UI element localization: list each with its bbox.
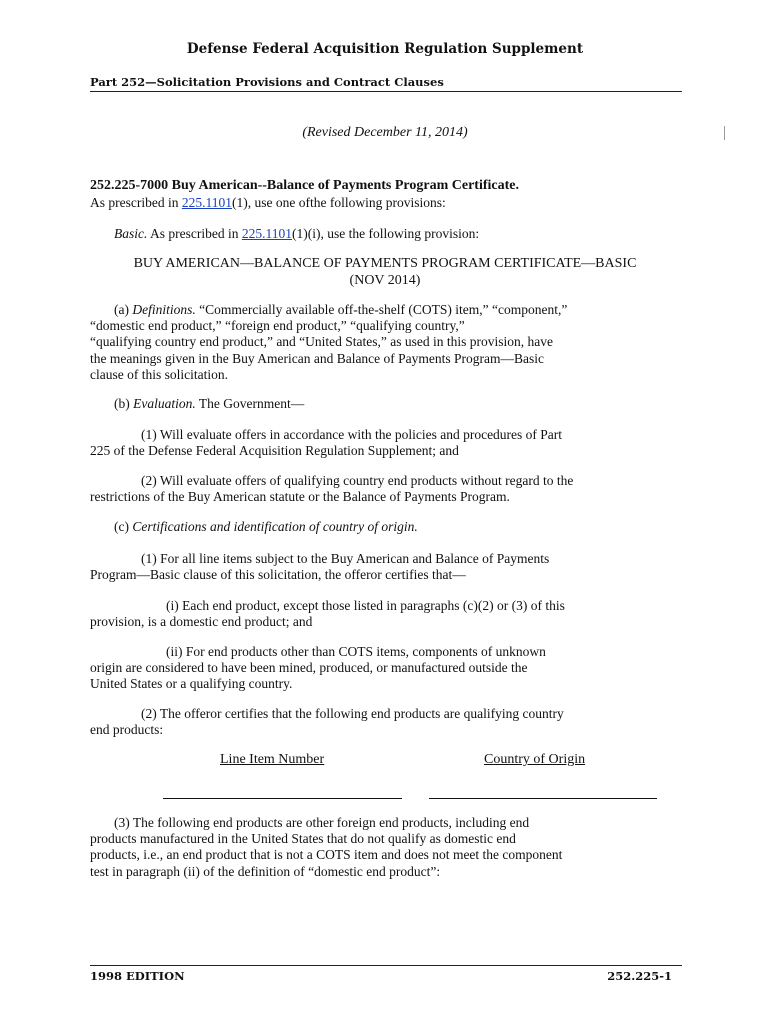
- para-c3-line2: products manufactured in the United States that do not qualify as domestic end: [90, 831, 516, 847]
- paragraph-a: [90, 302, 690, 383]
- revision-date: (Revised December 11, 2014): [302, 125, 468, 140]
- intro-text-after: (1), use one ofthe following provisions:: [231, 195, 446, 210]
- footer-edition: 1998 EDITION: [90, 969, 185, 983]
- paragraph-c: [114, 519, 418, 535]
- para-b2-line2: restrictions of the Buy American statute or the Balance of Payments Program.: [90, 489, 510, 505]
- provision-title: [0, 256, 770, 289]
- header-divider: [90, 91, 682, 92]
- para-c2-line1: (2) The offeror certifies that the following end products are qualifying country: [141, 706, 564, 721]
- line-item-number-blank[interactable]: [163, 798, 402, 799]
- para-b1-line1: (1) Will evaluate offers in accordance with the policies and procedures of Part: [141, 427, 563, 442]
- paragraph-c1-i: [90, 598, 690, 630]
- footer-divider: [90, 965, 682, 966]
- paragraph-c1: [90, 551, 690, 583]
- basic-label: Basic.: [114, 226, 148, 241]
- column-header-country-of-origin: Country of Origin: [484, 752, 586, 767]
- para-c1-line1: (1) For all line items subject to the Buy American and Balance of Payments: [141, 551, 550, 566]
- para-b1-line2: 225 of the Defense Federal Acquisition Regulation Supplement; and: [90, 443, 459, 459]
- page-header-title: Defense Federal Acquisition Regulation Supplement: [186, 41, 584, 57]
- change-bar: [724, 126, 725, 140]
- intro-link-225-1101[interactable]: 225.1101: [181, 195, 232, 210]
- paragraph-c1-ii: [90, 644, 690, 693]
- paragraph-b2: [90, 473, 690, 505]
- para-a-label: (a): [114, 302, 133, 317]
- para-c1ii-line1: (ii) For end products other than COTS items, components of unknown: [166, 644, 546, 659]
- para-a-line4: the meanings given in the Buy American and Balance of Payments Program—Basic: [90, 350, 545, 366]
- paragraph-c3: [90, 815, 690, 880]
- footer-page-number: 252.225-1: [607, 969, 672, 983]
- para-c3-line4: test in paragraph (ii) of the definition of “domestic end product”:: [90, 863, 441, 879]
- section-intro: [90, 195, 446, 211]
- para-c1ii-line3: United States or a qualifying country.: [90, 676, 293, 692]
- para-a-heading: Definitions.: [132, 302, 196, 317]
- para-c3-line3: products, i.e., an end product that is not a COTS item and does not meet the component: [90, 847, 563, 863]
- basic-link-225-1101[interactable]: 225.1101: [241, 226, 292, 241]
- column-header-line-item-number: Line Item Number: [220, 752, 325, 767]
- para-b-text: The Government—: [195, 396, 305, 411]
- para-c2-line2: end products:: [90, 722, 164, 738]
- country-of-origin-blank[interactable]: [429, 798, 657, 799]
- intro-text-before: As prescribed in: [90, 195, 182, 210]
- paragraph-b1: [90, 427, 690, 459]
- page-header-part: Part 252—Solicitation Provisions and Contract Clauses: [90, 75, 444, 89]
- para-b-label: (b): [114, 396, 134, 411]
- para-a-line5: clause of this solicitation.: [90, 366, 228, 382]
- basic-text-after: (1)(i), use the following provision:: [291, 226, 480, 241]
- para-c-label: (c): [114, 519, 133, 534]
- basic-text-before: As prescribed in: [147, 226, 242, 241]
- section-title: 252.225-7000 Buy American--Balance of Payments Program Certificate.: [90, 178, 519, 193]
- para-c1i-line1: (i) Each end product, except those listed in paragraphs (c)(2) or (3) of this: [166, 598, 565, 613]
- paragraph-c2: [90, 706, 690, 738]
- basic-intro: [114, 226, 479, 242]
- provision-title-line2: (NOV 2014): [349, 272, 421, 288]
- para-a-line1: “Commercially available off-the-shelf (COTS) item,” “component,”: [195, 302, 568, 317]
- para-b2-line1: (2) Will evaluate offers of qualifying country end products without regard to the: [141, 473, 574, 488]
- paragraph-b: [114, 396, 304, 412]
- provision-title-line1: BUY AMERICAN—BALANCE OF PAYMENTS PROGRAM CERTIFICATE—BASIC: [133, 256, 637, 271]
- para-a-line3: “qualifying country end product,” and “United States,” as used in this provision, have: [90, 334, 554, 350]
- para-c1-line2: Program—Basic clause of this solicitation, the offeror certifies that—: [90, 567, 466, 583]
- para-a-line2: “domestic end product,” “foreign end product,” “qualifying country,”: [90, 318, 465, 334]
- para-c1ii-line2: origin are considered to have been mined, produced, or manufactured outside the: [90, 660, 528, 676]
- para-b-heading: Evaluation.: [133, 396, 196, 411]
- para-c1i-line2: provision, is a domestic end product; and: [90, 614, 313, 630]
- para-c3-line1: (3) The following end products are other foreign end products, including end: [114, 815, 530, 830]
- para-c-heading: Certifications and identification of country of origin.: [132, 519, 418, 534]
